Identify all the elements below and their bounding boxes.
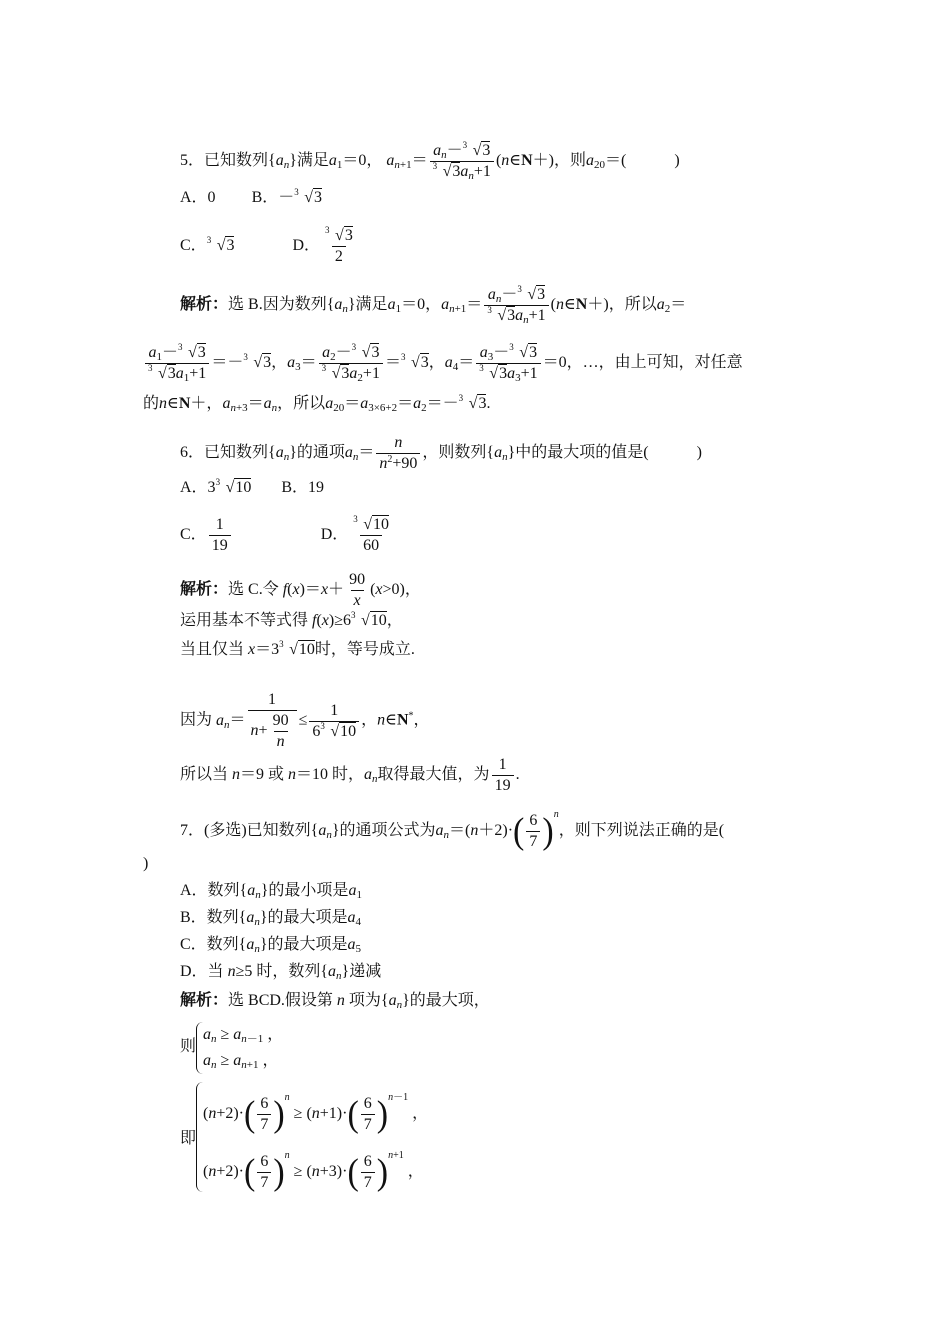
q6-solution-label: 解析： [180, 581, 229, 599]
q6-stem-mid: }的通项 [289, 444, 345, 462]
q7-system1-row1: $a_n \ge a_{n-1}$ ， [203, 1026, 284, 1045]
q7-sol-1b: 项为{ [344, 992, 389, 1009]
q7-opt-d-text: D．当 [180, 963, 228, 980]
q7-option-d: D．当 n≥5 时，数列$\{a_n\}$递减 [180, 963, 382, 982]
q6-option-c: C． [180, 526, 207, 544]
q5-option-b: B．－ [251, 189, 295, 206]
q7-solution-1: 解析：选 BCD.假设第 n 项为$\{a_n\}$的最大项， [180, 992, 490, 1011]
q7-opt-b-text: B．数列{ [180, 909, 247, 926]
q5-sol-text3: ＝0， [401, 296, 442, 314]
q5-option-d: D． [292, 237, 321, 255]
q6-sol-5c: ＝10 时， [296, 766, 365, 784]
q6-solution-4: 因为 $a_n=$ 1 n+ $\frac{90}{n}$ ≤ 1 6 3 √10 ，n∈N*， [180, 691, 430, 750]
q5-solution-3: 的n∈N＋，$a_{n+3}=a_n$，所以$a_{20}=a_{3\times 6+2}=a_2=-$ 3 √3. [143, 393, 491, 414]
q6-solution-3: 当且仅当 x＝3 3 √10时，等号成立. [180, 639, 415, 658]
q7-stem-mid: }的通项公式为 [331, 822, 436, 840]
q6-sol-1: 选 C.令 [228, 581, 283, 599]
q6-option-a: A．3 [180, 479, 216, 496]
q5-sol-text: 选 B.因为数列{ [228, 296, 335, 314]
q6-sol-5a: 所以当 [180, 766, 233, 784]
q7-opt-d-text3: }递减 [341, 963, 382, 980]
q7-stem-text: 7．(多选)已知数列{ [180, 822, 319, 840]
q6-sol-5d: 取得最大值，为 [377, 766, 490, 784]
q6-sol-3a: 当且仅当 [180, 641, 249, 658]
q6-stem: 6．已知数列$\{a_n\}$的通项$a_n=$ $\frac{n}{n^2+90}$ ，则数列$\{a_n\}$中的最大项的值是( ) [180, 434, 702, 472]
q6-stem-end: }中的最大项的值是( ) [507, 444, 702, 462]
q6-option-cd: C． $\frac{1}{19}$ D． 3 √10 60 [180, 514, 390, 554]
q5-frac: $a_n-$ 3 √3 3 $√3a_n+1$ [430, 141, 494, 182]
q7-opt-c-text: C．数列{ [180, 936, 247, 953]
q7-stem: 7．(多选)已知数列$\{a_n\}$的通项公式为$a_n=(n+2)\cdot$( $\frac{6}{7}$ )$^n$，则下列说法正确的是( [180, 809, 725, 852]
q5-sol-line3-end: . [486, 395, 491, 412]
q6-sol-5b: ＝9 或 [240, 766, 289, 784]
q7-opt-d-text2: ≥5 时，数列{ [235, 963, 329, 980]
q5-solution-2: $a_1-$ 3 √3 3 $√3a_1+1$ ＝－ 3 √3，$a_3=$ $a_2-$ 3 √3 3 $√3a_2+1$ ＝ 3 √3，$a_4=$ $a_3-$ 3 √3 3 $√3a_3+1$ ＝0，…，由上可知，对任意 [143, 343, 743, 384]
q7-opt-a-text: A．数列{ [180, 882, 248, 899]
q7-opt-b-text2: }的最大项是 [259, 909, 348, 926]
q6-solution-2: 运用基本不等式得 f(x)≥6 3 √10， [180, 610, 403, 629]
q5-option-a: A．0 [180, 189, 216, 206]
q5-option-c: C． [180, 237, 207, 255]
q6-solution-1: 解析：选 C.令 f(x)＝x＋ $\frac{90}{x}$ (x>0)， [180, 571, 421, 609]
q6-option-ab: A．3 3 √10 B．19 [180, 477, 325, 496]
q7-solution-label: 解析： [180, 992, 229, 1009]
q6-option-b: B．19 [281, 479, 325, 496]
q5-sol-line3c: ，所以 [277, 395, 326, 412]
q6-stem-tail: ，则数列{ [422, 444, 495, 462]
q6-solution-5: 所以当 n＝9 或 n＝10 时，$a_n$取得最大值，为 $\frac{1}{19}$ . [180, 756, 520, 794]
q5-stem: 5．已知数列$\{a_n\}$满足$a_1=0$， $a_{n+1}=$ $a_n-$ 3 √3 3 $√3a_n+1$ (n∈N＋)，则$a_{20}=$( ) [180, 140, 680, 182]
q7-option-a: A．数列$\{a_n\}$的最小项是$a_1$ [180, 882, 362, 901]
q7-opt-a-text2: }的最小项是 [260, 882, 349, 899]
q5-sol-line3b: ＋， [190, 395, 223, 412]
q7-stem-close [143, 853, 148, 875]
q5-sol-text2: }满足 [347, 296, 388, 314]
q5-option-cd: C． 3 √3 D． 3 √3 2 [180, 225, 353, 265]
q5-sol-line2-tail: ＝0，…，由上可知，对任意 [542, 354, 743, 372]
q7-sol-1c: }的最大项， [402, 992, 490, 1009]
q7-stem-tail: ，则下列说法正确的是( [558, 822, 725, 840]
q5-option-ab: A．0 B．－ 3 √3 [180, 187, 323, 206]
q5-paren: ( [495, 152, 502, 170]
q5-sol-text4: ＋)，所以 [587, 296, 657, 314]
q6-stem-text: 6．已知数列{ [180, 444, 276, 462]
q7-sol-1: 选 BCD.假设第 [228, 992, 337, 1009]
q7-brace-1 [196, 1022, 203, 1074]
q5-sol-line3: 的 [143, 395, 160, 412]
q6-sol-3b: 时，等号成立. [314, 641, 415, 658]
q6-sol-2: 运用基本不等式得 [180, 612, 313, 629]
q5-solution-label: 解析： [180, 296, 229, 314]
q7-ji-label: 即 [180, 1130, 197, 1147]
q7-brace-2 [196, 1082, 203, 1192]
q5-stem-text: 5．已知数列{ [180, 152, 276, 170]
q5-stem-text3: ＝0， [342, 152, 383, 170]
q6-sol-4a: 因为 [180, 711, 217, 729]
q7-stem-close-text: ) [143, 855, 149, 872]
q5-stem-text2: }满足 [289, 152, 329, 170]
q5-stem-end: ＝( ) [605, 152, 680, 170]
q5-sol-text5: ＝ [670, 296, 687, 314]
q7-option-b: B．数列$\{a_n\}$的最大项是$a_4$ [180, 909, 362, 928]
q6-option-d: D． [320, 526, 349, 544]
q7-system2-row2: (n+2)·( $\frac{6}{7}$ )$^n$ ≥ (n+3)·( $\frac{6}{7}$ )$^{n+1}$ ， [203, 1150, 424, 1193]
q7-system1-row2: $a_n \ge a_{n+1}$ ， [203, 1052, 279, 1071]
q7-system2-row1: (n+2)·( $\frac{6}{7}$ )$^n$ ≥ (n+1)·( $\frac{6}{7}$ )$^{n-1}$ ， [203, 1092, 429, 1135]
q7-option-c: C．数列$\{a_n\}$的最大项是$a_5$ [180, 936, 362, 955]
q7-ze-label: 则 [180, 1038, 197, 1055]
q5-solution-1: 解析：选 B.因为数列$\{a_n\}$满足$a_1=0$，$a_{n+1}=$ $a_n-$ 3 √3 3 $√3a_n+1$ (n∈N＋)，所以$a_2=$ [180, 284, 687, 326]
q7-opt-c-text2: }的最大项是 [259, 936, 348, 953]
q5-stem-tail: ＋)，则 [532, 152, 587, 170]
